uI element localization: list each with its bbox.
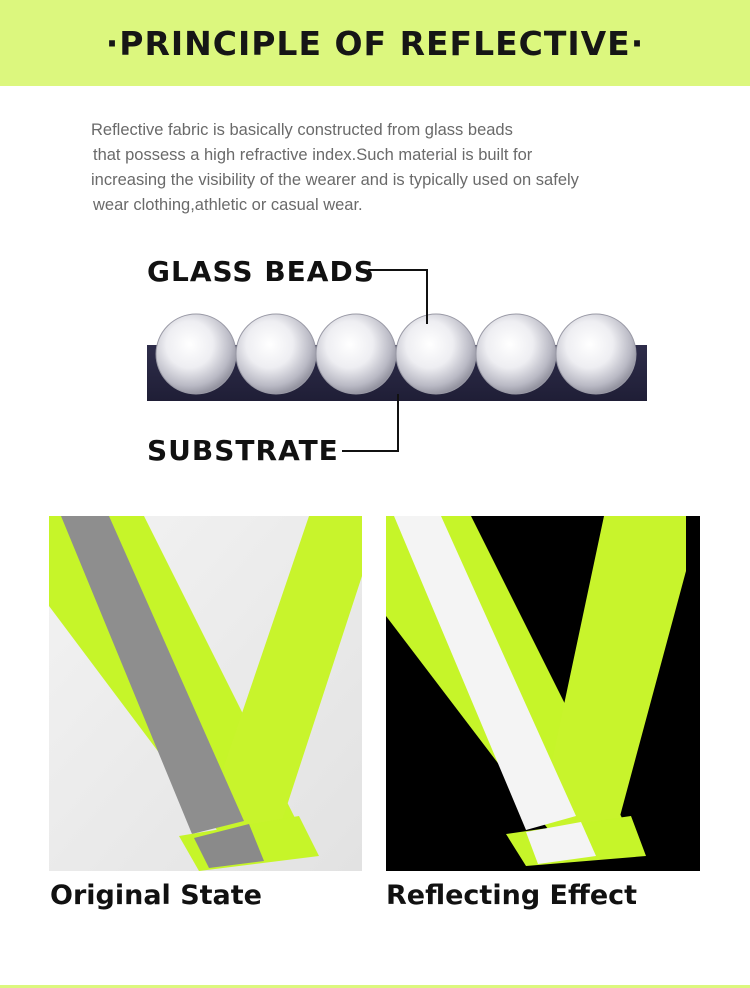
original-state-caption: Original State — [50, 880, 262, 911]
reflecting-effect-caption: Reflecting Effect — [386, 880, 638, 911]
substrate-leader-line — [342, 394, 398, 451]
glass-beads-leader-line — [368, 270, 427, 324]
substrate-label: SUBSTRATE — [147, 434, 339, 467]
intro-line: Reflective fabric is basically constructed from glass beads — [91, 121, 513, 139]
original-state-photo — [49, 516, 362, 871]
intro-line: increasing the visibility of the wearer and is typically used on safely — [91, 171, 579, 189]
intro-line: that possess a high refractive index.Such material is built for — [93, 146, 533, 164]
intro-line: wear clothing,athletic or casual wear. — [93, 196, 363, 214]
glass-beads-label: GLASS BEADS — [147, 255, 375, 288]
page-title: ·PRINCIPLE OF REFLECTIVE· — [105, 23, 645, 63]
reflecting-effect-photo — [386, 516, 700, 871]
